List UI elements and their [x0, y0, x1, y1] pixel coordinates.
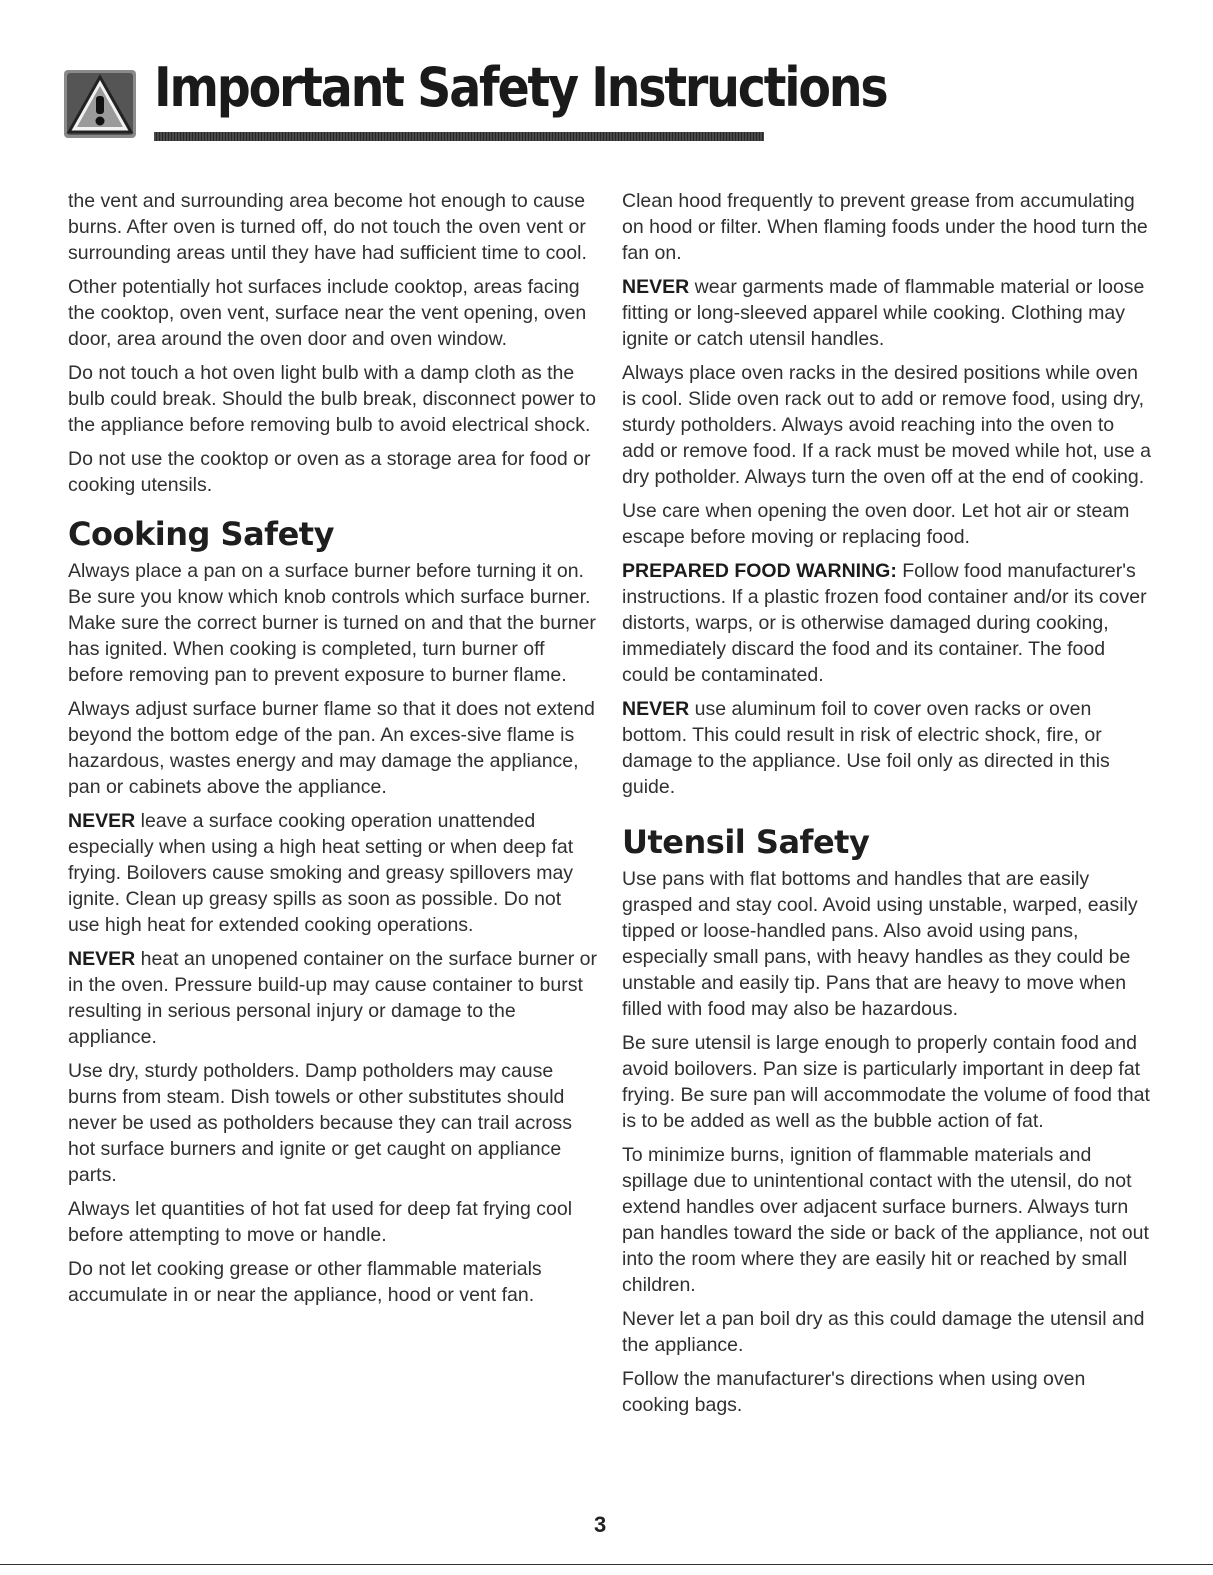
section-heading-utensil-safety: Utensil Safety — [622, 823, 870, 861]
paragraph — [622, 696, 1152, 800]
paragraph: Do not use the cooktop or oven as a storage area for food or cooking utensils. — [68, 448, 591, 496]
paragraph-text: heat an unopened container on the surface burner or in the oven. Pressure build-up may cause container to burst resulting in serious personal injury or damage to the appliance. — [68, 948, 598, 1048]
page-header — [64, 56, 887, 152]
warning-triangle-icon — [64, 70, 136, 138]
paragraph — [622, 274, 1152, 352]
warning-keyword: NEVER — [622, 276, 690, 298]
paragraph: Other potentially hot surfaces include cooktop, areas facing the cooktop, oven vent, surface near the vent opening, oven door, area around the oven door and oven window. — [68, 276, 587, 350]
warning-keyword: NEVER — [68, 948, 136, 970]
paragraph — [68, 946, 598, 1050]
paragraph — [68, 808, 598, 938]
title-underline — [154, 132, 764, 141]
paragraph: Use care when opening the oven door. Let hot air or steam escape before moving or replacing food. — [622, 500, 1130, 548]
paragraph: Do not touch a hot oven light bulb with a damp cloth as the bulb could break. Should the bulb break, disconnect power to the appliance before removing bulb to avoid electrical shock. — [68, 362, 596, 436]
page-title: Important Safety Instructions — [154, 56, 887, 119]
paragraph: Be sure utensil is large enough to properly contain food and avoid boilovers. Pan size is particularly important in deep fat frying. Be sure pan will accommodate the volume of food that is to be added as well as the bubble action of fat. — [622, 1032, 1150, 1132]
section-heading-cooking-safety: Cooking Safety — [68, 515, 334, 553]
paragraph-text: wear garments made of flammable material or loose fitting or long-sleeved apparel while cooking. Clothing may ignite or catch utensil handles. — [622, 276, 1145, 350]
paragraph-text: leave a surface cooking operation unattended especially when using a high heat setting or when deep fat frying. Boilovers cause smoking and greasy spillovers may ignite. Clean up greasy spills as soon as possible. Do not use high heat for extended cooking operations. — [68, 810, 574, 936]
page-number: 3 — [594, 1512, 607, 1537]
paragraph: Always adjust surface burner flame so that it does not extend beyond the bottom edge of the pan. An exces-sive flame is hazardous, wastes energy and may damage the appliance, pan or cabinets above the appliance. — [68, 698, 595, 798]
paragraph: Always place a pan on a surface burner before turning it on. Be sure you know which knob controls which surface burner. Make sure the correct burner is turned on and that the burner has ignited. When cooking is completed, turn burner off before removing pan to prevent exposure to burner flame. — [68, 560, 596, 686]
paragraph — [622, 558, 1152, 688]
paragraph-text: Follow food manufacturer's instructions. If a plastic frozen food container and/or its cover distorts, warps, or is otherwise damaged during cooking, immediately discard the food and its container. The food could be contaminated. — [622, 560, 1147, 686]
bottom-divider — [0, 1564, 1213, 1565]
warning-keyword: NEVER — [622, 698, 690, 720]
warning-keyword: PREPARED FOOD WARNING: — [622, 560, 897, 582]
paragraph: Never let a pan boil dry as this could damage the utensil and the appliance. — [622, 1308, 1145, 1356]
paragraph: To minimize burns, ignition of flammable materials and spillage due to unintentional contact with the utensil, do not extend handles over adjacent surface burners. Always turn pan handles toward the side or back of the appliance, not out into the room where they are easily hit or reached by small children. — [622, 1144, 1149, 1296]
paragraph: Always let quantities of hot fat used for deep fat frying cool before attempting to move or handle. — [68, 1198, 573, 1246]
paragraph: Do not let cooking grease or other flammable materials accumulate in or near the appliance, hood or vent fan. — [68, 1258, 542, 1306]
paragraph: the vent and surrounding area become hot enough to cause burns. After oven is turned off, do not touch the oven vent or surrounding areas until they have had sufficient time to cool. — [68, 190, 587, 264]
paragraph: Clean hood frequently to prevent grease from accumulating on hood or filter. When flaming foods under the hood turn the fan on. — [622, 190, 1148, 264]
paragraph: Use pans with flat bottoms and handles that are easily grasped and stay cool. Avoid using unstable, warped, easily tipped or loose-handled pans. Also avoid using pans, especially small pans, with heavy handles as they could be unstable and easily tip. Pans that are heavy to move when filled with food may also be hazardous. — [622, 868, 1138, 1020]
paragraph: Use dry, sturdy potholders. Damp potholders may cause burns from steam. Dish towels or other substitutes should never be used as potholders because they can trail across hot surface burners and ignite or get caught on appliance parts. — [68, 1060, 573, 1186]
paragraph: Always place oven racks in the desired positions while oven is cool. Slide oven rack out to add or remove food, using dry, sturdy potholders. Always avoid reaching into the oven to add or remove food. If a rack must be moved while hot, use a dry potholder. Always turn the oven off at the end of cooking. — [622, 362, 1151, 488]
warning-keyword: NEVER — [68, 810, 136, 832]
right-column — [622, 188, 1152, 1426]
paragraph: Follow the manufacturer's directions when using oven cooking bags. — [622, 1368, 1086, 1416]
paragraph-text: use aluminum foil to cover oven racks or oven bottom. This could result in risk of electric shock, fire, or damage to the appliance. Use foil only as directed in this guide. — [622, 698, 1110, 798]
left-column — [68, 188, 598, 1316]
